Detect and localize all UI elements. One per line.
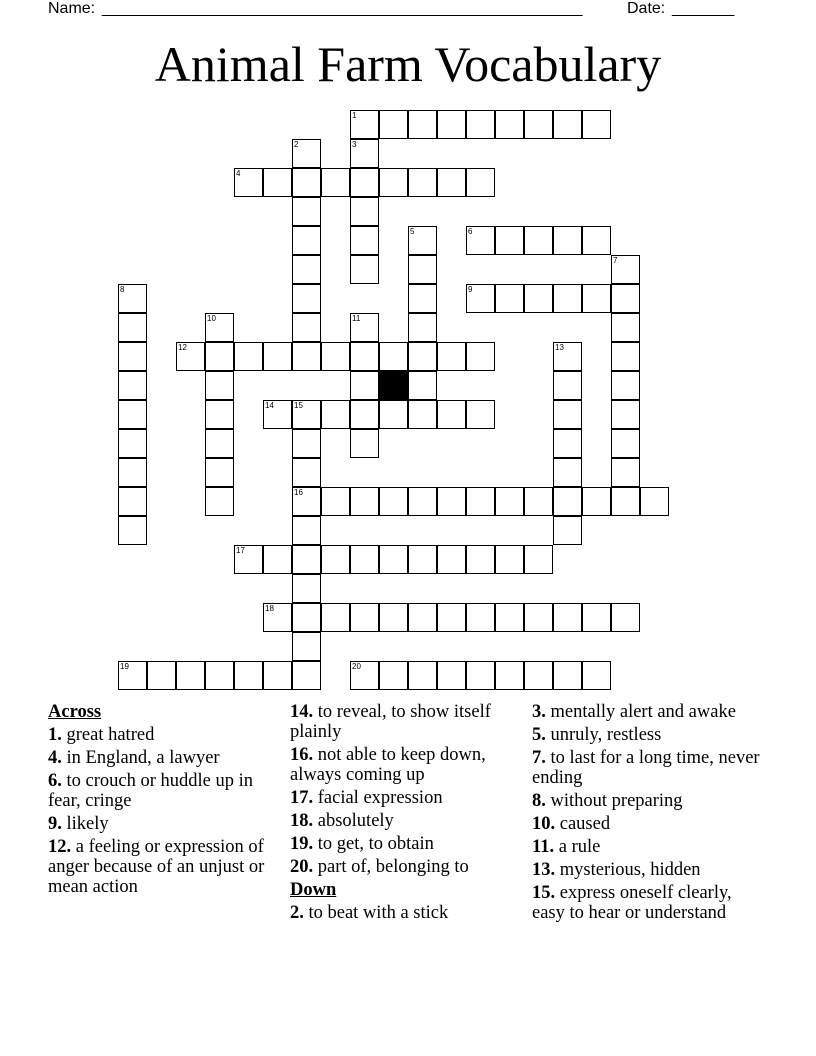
clue-number-label: 9. bbox=[48, 814, 62, 834]
grid-cell[interactable] bbox=[205, 458, 234, 487]
clue-text: express oneself clearly, easy to hear or understand bbox=[532, 883, 732, 923]
clue-number-label: 16. bbox=[290, 745, 314, 765]
grid-cell[interactable] bbox=[292, 661, 321, 690]
clue-text: to beat with a stick bbox=[303, 903, 449, 923]
grid-cell[interactable] bbox=[263, 342, 292, 371]
grid-cell[interactable] bbox=[466, 284, 495, 313]
clue-number: 3 bbox=[352, 140, 357, 149]
clue-number-label: 8. bbox=[532, 791, 546, 811]
across-clue bbox=[290, 834, 522, 854]
grid-cell[interactable] bbox=[379, 342, 408, 371]
clue-text: great hatred bbox=[61, 725, 155, 745]
grid-cell[interactable] bbox=[495, 545, 524, 574]
grid-cell[interactable] bbox=[611, 429, 640, 458]
clue-number: 8 bbox=[120, 285, 125, 294]
grid-cell[interactable] bbox=[147, 661, 176, 690]
clue-text: mentally alert and awake bbox=[545, 702, 736, 722]
clue-text: to reveal, to show itself plainly bbox=[290, 702, 491, 742]
clue-number-label: 3. bbox=[532, 702, 546, 722]
grid-cell[interactable] bbox=[292, 168, 321, 197]
grid-cell[interactable] bbox=[379, 603, 408, 632]
grid-cell[interactable] bbox=[263, 400, 292, 429]
grid-cell[interactable] bbox=[350, 110, 379, 139]
grid-cell[interactable] bbox=[408, 371, 437, 400]
clue-number-label: 11. bbox=[532, 837, 555, 857]
grid-cell[interactable] bbox=[437, 487, 466, 516]
grid-cell[interactable] bbox=[524, 661, 553, 690]
grid-cell[interactable] bbox=[524, 545, 553, 574]
clue-text: to crouch or huddle up in fear, cringe bbox=[48, 771, 253, 811]
clue-text: in England, a lawyer bbox=[61, 748, 220, 768]
grid-cell[interactable] bbox=[553, 429, 582, 458]
grid-cell[interactable] bbox=[350, 139, 379, 168]
grid-cell[interactable] bbox=[495, 603, 524, 632]
grid-cell[interactable] bbox=[524, 226, 553, 255]
clue-text: to last for a long time, never ending bbox=[532, 748, 760, 788]
grid-cell[interactable] bbox=[466, 487, 495, 516]
clue-text: likely bbox=[61, 814, 109, 834]
grid-cell[interactable] bbox=[292, 139, 321, 168]
clue-number-label: 18. bbox=[290, 811, 314, 831]
grid-cell[interactable] bbox=[350, 400, 379, 429]
clue-text: part of, belonging to bbox=[313, 857, 469, 877]
grid-cell[interactable] bbox=[379, 110, 408, 139]
clue-number-label: 14. bbox=[290, 702, 314, 722]
grid-cell[interactable] bbox=[408, 226, 437, 255]
grid-cell[interactable] bbox=[292, 516, 321, 545]
clue-number: 9 bbox=[468, 285, 473, 294]
clue-number: 15 bbox=[294, 401, 303, 410]
grid-cell[interactable] bbox=[437, 400, 466, 429]
across-clue bbox=[48, 837, 280, 897]
down-clue bbox=[290, 903, 522, 923]
clue-text: facial expression bbox=[313, 788, 443, 808]
grid-cell[interactable] bbox=[553, 487, 582, 516]
grid-cell[interactable] bbox=[205, 487, 234, 516]
grid-cell[interactable] bbox=[118, 342, 147, 371]
grid-cell[interactable] bbox=[321, 603, 350, 632]
grid-cell[interactable] bbox=[611, 342, 640, 371]
grid-cell[interactable] bbox=[234, 168, 263, 197]
across-clue bbox=[48, 725, 280, 745]
clue-text: a feeling or expression of anger because of an unjust or mean action bbox=[48, 837, 265, 897]
clue-number-label: 6. bbox=[48, 771, 62, 791]
grid-cell[interactable] bbox=[582, 487, 611, 516]
grid-cell[interactable] bbox=[234, 342, 263, 371]
grid-cell[interactable] bbox=[408, 110, 437, 139]
grid-cell[interactable] bbox=[437, 110, 466, 139]
grid-cell[interactable] bbox=[205, 429, 234, 458]
grid-cell[interactable] bbox=[495, 284, 524, 313]
clue-text: a rule bbox=[554, 837, 601, 857]
grid-cell[interactable] bbox=[263, 168, 292, 197]
grid-cell[interactable] bbox=[408, 284, 437, 313]
grid-cell[interactable] bbox=[524, 603, 553, 632]
grid-cell[interactable] bbox=[466, 342, 495, 371]
grid-cell[interactable] bbox=[524, 284, 553, 313]
grid-cell[interactable] bbox=[640, 487, 669, 516]
grid-cell[interactable] bbox=[350, 545, 379, 574]
grid-cell[interactable] bbox=[466, 110, 495, 139]
grid-cell[interactable] bbox=[582, 661, 611, 690]
grid-cell[interactable] bbox=[553, 284, 582, 313]
grid-cell[interactable] bbox=[379, 545, 408, 574]
clue-number: 12 bbox=[178, 343, 187, 352]
grid-cell[interactable] bbox=[437, 545, 466, 574]
grid-cell[interactable] bbox=[350, 342, 379, 371]
down-clue bbox=[532, 702, 764, 722]
grid-cell[interactable] bbox=[350, 371, 379, 400]
grid-cell[interactable] bbox=[205, 313, 234, 342]
grid-cell[interactable] bbox=[437, 342, 466, 371]
clue-number-label: 12. bbox=[48, 837, 72, 857]
grid-cell[interactable] bbox=[408, 168, 437, 197]
clue-text: not able to keep down, always coming up bbox=[290, 745, 486, 785]
grid-cell[interactable] bbox=[553, 516, 582, 545]
grid-cell[interactable] bbox=[408, 342, 437, 371]
date-field[interactable]: _______ bbox=[672, 0, 735, 17]
clue-number-label: 20. bbox=[290, 857, 314, 877]
clue-number: 7 bbox=[613, 256, 618, 265]
across-clue bbox=[48, 748, 280, 768]
grid-cell[interactable] bbox=[466, 226, 495, 255]
grid-cell[interactable] bbox=[350, 429, 379, 458]
down-clue bbox=[532, 860, 764, 880]
grid-cell[interactable] bbox=[408, 255, 437, 284]
grid-cell[interactable] bbox=[176, 342, 205, 371]
name-field[interactable]: ______________________________________________________ bbox=[102, 0, 583, 17]
grid-cell[interactable] bbox=[292, 284, 321, 313]
grid-cell[interactable] bbox=[321, 487, 350, 516]
grid-cell[interactable] bbox=[118, 429, 147, 458]
grid-cell[interactable] bbox=[408, 313, 437, 342]
clue-number: 16 bbox=[294, 488, 303, 497]
clue-number: 5 bbox=[410, 227, 415, 236]
grid-cell[interactable] bbox=[408, 661, 437, 690]
grid-cell[interactable] bbox=[118, 284, 147, 313]
grid-cell[interactable] bbox=[118, 400, 147, 429]
grid-cell[interactable] bbox=[611, 255, 640, 284]
grid-cell[interactable] bbox=[553, 603, 582, 632]
grid-cell[interactable] bbox=[118, 661, 147, 690]
grid-cell[interactable] bbox=[263, 545, 292, 574]
clue-number: 20 bbox=[352, 662, 361, 671]
down-heading: Down bbox=[290, 880, 337, 900]
grid-cell[interactable] bbox=[118, 487, 147, 516]
grid-cell[interactable] bbox=[408, 487, 437, 516]
clues-column-3 bbox=[532, 702, 764, 926]
grid-cell[interactable] bbox=[118, 458, 147, 487]
grid-cell[interactable] bbox=[553, 342, 582, 371]
grid-cell[interactable] bbox=[350, 661, 379, 690]
grid-cell[interactable] bbox=[524, 487, 553, 516]
down-clue bbox=[532, 748, 764, 788]
across-heading: Across bbox=[48, 702, 102, 722]
grid-cell[interactable] bbox=[408, 603, 437, 632]
clue-text: caused bbox=[555, 814, 611, 834]
down-clue bbox=[532, 883, 764, 923]
clue-number-label: 4. bbox=[48, 748, 62, 768]
clue-number-label: 19. bbox=[290, 834, 314, 854]
across-clue bbox=[48, 771, 280, 811]
grid-cell[interactable] bbox=[350, 197, 379, 226]
black-cell bbox=[379, 371, 408, 400]
grid-cell[interactable] bbox=[118, 313, 147, 342]
grid-cell[interactable] bbox=[205, 661, 234, 690]
grid-cell[interactable] bbox=[118, 516, 147, 545]
grid-cell[interactable] bbox=[292, 429, 321, 458]
clues-column-2 bbox=[290, 702, 522, 926]
grid-cell[interactable] bbox=[292, 313, 321, 342]
grid-cell[interactable] bbox=[292, 545, 321, 574]
grid-cell[interactable] bbox=[292, 226, 321, 255]
down-clue bbox=[532, 814, 764, 834]
grid-cell[interactable] bbox=[205, 371, 234, 400]
clue-number-label: 2. bbox=[290, 903, 304, 923]
grid-cell[interactable] bbox=[553, 458, 582, 487]
across-clue bbox=[290, 745, 522, 785]
grid-cell[interactable] bbox=[466, 603, 495, 632]
grid-cell[interactable] bbox=[292, 574, 321, 603]
grid-cell[interactable] bbox=[408, 400, 437, 429]
grid-cell[interactable] bbox=[553, 371, 582, 400]
grid-cell[interactable] bbox=[263, 603, 292, 632]
grid-cell[interactable] bbox=[379, 661, 408, 690]
grid-cell[interactable] bbox=[118, 371, 147, 400]
clue-number: 2 bbox=[294, 140, 299, 149]
clue-number: 1 bbox=[352, 111, 357, 120]
grid-cell[interactable] bbox=[611, 487, 640, 516]
clue-text: without preparing bbox=[545, 791, 683, 811]
clue-number-label: 17. bbox=[290, 788, 314, 808]
clue-number-label: 7. bbox=[532, 748, 546, 768]
grid-cell[interactable] bbox=[495, 661, 524, 690]
clue-number-label: 13. bbox=[532, 860, 556, 880]
across-clue bbox=[290, 788, 522, 808]
grid-cell[interactable] bbox=[466, 545, 495, 574]
grid-cell[interactable] bbox=[466, 661, 495, 690]
grid-cell[interactable] bbox=[524, 110, 553, 139]
clue-number-label: 15. bbox=[532, 883, 556, 903]
grid-cell[interactable] bbox=[553, 110, 582, 139]
grid-cell[interactable] bbox=[466, 400, 495, 429]
clue-number: 10 bbox=[207, 314, 216, 323]
grid-cell[interactable] bbox=[321, 168, 350, 197]
clue-text: unruly, restless bbox=[545, 725, 662, 745]
clue-number: 14 bbox=[265, 401, 274, 410]
grid-cell[interactable] bbox=[582, 226, 611, 255]
grid-cell[interactable] bbox=[234, 545, 263, 574]
page-title: Animal Farm Vocabulary bbox=[154, 36, 662, 92]
grid-cell[interactable] bbox=[263, 661, 292, 690]
grid-cell[interactable] bbox=[350, 255, 379, 284]
grid-cell[interactable] bbox=[379, 400, 408, 429]
grid-cell[interactable] bbox=[553, 661, 582, 690]
grid-cell[interactable] bbox=[350, 226, 379, 255]
grid-cell[interactable] bbox=[582, 110, 611, 139]
grid-cell[interactable] bbox=[495, 226, 524, 255]
down-clue bbox=[532, 725, 764, 745]
clue-text: absolutely bbox=[313, 811, 394, 831]
grid-cell[interactable] bbox=[350, 168, 379, 197]
grid-cell[interactable] bbox=[611, 603, 640, 632]
clue-number: 4 bbox=[236, 169, 241, 178]
clue-number-label: 1. bbox=[48, 725, 62, 745]
grid-cell[interactable] bbox=[350, 603, 379, 632]
grid-cell[interactable] bbox=[321, 545, 350, 574]
grid-cell[interactable] bbox=[205, 400, 234, 429]
grid-cell[interactable] bbox=[292, 487, 321, 516]
grid-cell[interactable] bbox=[553, 226, 582, 255]
grid-cell[interactable] bbox=[611, 400, 640, 429]
down-clue bbox=[532, 837, 764, 857]
grid-cell[interactable] bbox=[611, 371, 640, 400]
grid-cell[interactable] bbox=[379, 487, 408, 516]
clue-number: 19 bbox=[120, 662, 129, 671]
grid-cell[interactable] bbox=[292, 255, 321, 284]
grid-cell[interactable] bbox=[379, 168, 408, 197]
grid-cell[interactable] bbox=[350, 313, 379, 342]
grid-cell[interactable] bbox=[495, 487, 524, 516]
grid-cell[interactable] bbox=[205, 342, 234, 371]
across-clue bbox=[48, 814, 280, 834]
grid-cell[interactable] bbox=[408, 545, 437, 574]
name-label: Name: bbox=[48, 0, 100, 17]
grid-cell[interactable] bbox=[292, 632, 321, 661]
grid-cell[interactable] bbox=[582, 603, 611, 632]
clue-number-label: 10. bbox=[532, 814, 556, 834]
grid-cell[interactable] bbox=[292, 458, 321, 487]
grid-cell[interactable] bbox=[350, 487, 379, 516]
clue-number: 11 bbox=[352, 314, 361, 323]
clue-number: 17 bbox=[236, 546, 245, 555]
across-clue bbox=[290, 857, 522, 877]
clues-column-1 bbox=[48, 702, 280, 900]
grid-cell[interactable] bbox=[437, 661, 466, 690]
across-clue bbox=[290, 702, 522, 742]
grid-cell[interactable] bbox=[466, 168, 495, 197]
clue-number: 18 bbox=[265, 604, 274, 613]
grid-cell[interactable] bbox=[234, 661, 263, 690]
grid-cell[interactable] bbox=[292, 342, 321, 371]
grid-cell[interactable] bbox=[611, 458, 640, 487]
down-clue bbox=[532, 791, 764, 811]
grid-cell[interactable] bbox=[611, 284, 640, 313]
clue-number-label: 5. bbox=[532, 725, 546, 745]
date-label: Date: bbox=[627, 0, 670, 17]
grid-cell[interactable] bbox=[292, 603, 321, 632]
grid-cell[interactable] bbox=[553, 400, 582, 429]
across-clue bbox=[290, 811, 522, 831]
clue-text: mysterious, hidden bbox=[555, 860, 701, 880]
grid-cell[interactable] bbox=[176, 661, 205, 690]
grid-cell[interactable] bbox=[611, 313, 640, 342]
grid-cell[interactable] bbox=[582, 284, 611, 313]
clue-number: 13 bbox=[555, 343, 564, 352]
grid-cell[interactable] bbox=[321, 400, 350, 429]
grid-cell[interactable] bbox=[437, 168, 466, 197]
grid-cell[interactable] bbox=[321, 342, 350, 371]
grid-cell[interactable] bbox=[292, 400, 321, 429]
grid-cell[interactable] bbox=[495, 110, 524, 139]
clue-number: 6 bbox=[468, 227, 473, 236]
grid-cell[interactable] bbox=[437, 603, 466, 632]
clue-text: to get, to obtain bbox=[313, 834, 434, 854]
grid-cell[interactable] bbox=[292, 197, 321, 226]
